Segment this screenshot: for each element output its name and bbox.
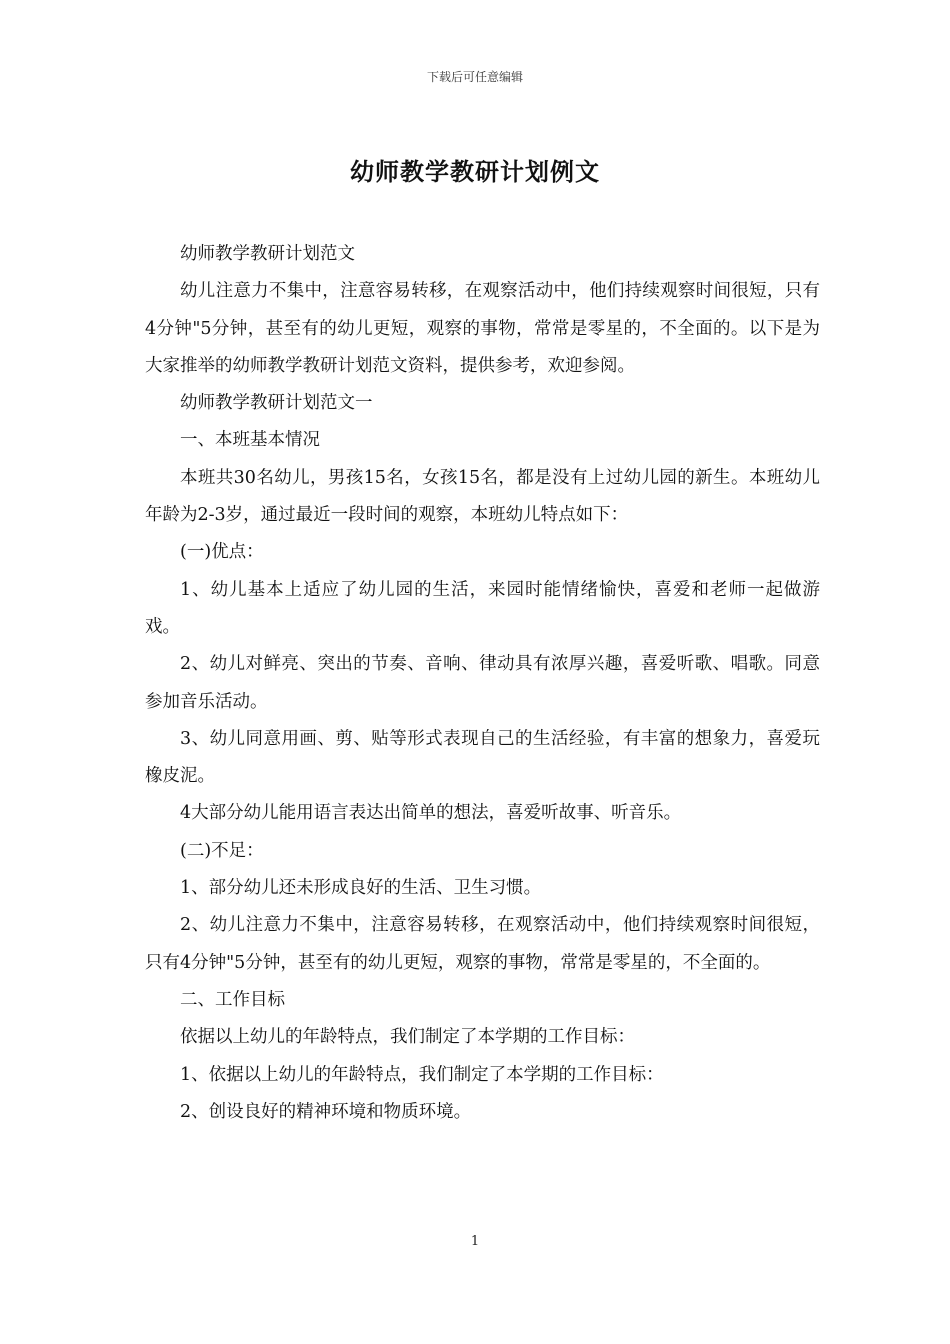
- paragraph: 1、幼儿基本上适应了幼儿园的生活，来园时能情绪愉快，喜爱和老师一起做游戏。: [145, 579, 820, 637]
- page-number: 1: [470, 1234, 480, 1249]
- paragraph: 幼师教学教研计划范文一: [180, 393, 373, 414]
- header-note: 下载后可任意编辑: [426, 70, 523, 84]
- document-title: 幼师教学教研计划例文: [350, 157, 600, 186]
- paragraph: 2、幼儿对鲜亮、突出的节奏、音响、律动具有浓厚兴趣，喜爱听歌、唱歌。同意参加音乐活动。: [145, 654, 820, 712]
- paragraph: 4大部分幼儿能用语言表达出简单的想法，喜爱听故事、听音乐。: [180, 803, 682, 824]
- paragraph: 二、工作目标: [180, 989, 285, 1010]
- paragraph: 一、本班基本情况: [180, 430, 320, 451]
- paragraph: (二)不足：: [180, 840, 264, 861]
- document-body: [145, 236, 820, 1131]
- paragraph: (一)优点：: [180, 542, 264, 563]
- paragraph: 本班共30名幼儿，男孩15名，女孩15名，都是没有上过幼儿园的新生。本班幼儿年龄为2-3岁，通过最近一段时间的观察，本班幼儿特点如下：: [145, 467, 820, 526]
- paragraph: 依据以上幼儿的年龄特点，我们制定了本学期的工作目标：: [180, 1027, 635, 1048]
- paragraph: 3、幼儿同意用画、剪、贴等形式表现自己的生活经验，有丰富的想象力，喜爱玩橡皮泥。: [145, 728, 820, 787]
- paragraph: 2、创设良好的精神环境和物质环境。: [180, 1101, 472, 1122]
- paragraph: 2、幼儿注意力不集中，注意容易转移，在观察活动中，他们持续观察时间很短，只有4分钟"5分钟，甚至有的幼儿更短，观察的事物，常常是零星的，不全面的。: [145, 915, 820, 973]
- paragraph: 1、依据以上幼儿的年龄特点，我们制定了本学期的工作目标：: [180, 1064, 664, 1085]
- paragraph: 1、部分幼儿还未形成良好的生活、卫生习惯。: [180, 878, 542, 899]
- paragraph: 幼师教学教研计划范文: [180, 244, 355, 264]
- paragraph: 幼儿注意力不集中，注意容易转移，在观察活动中，他们持续观察时间很短，只有4分钟"5分钟，甚至有的幼儿更短，观察的事物，常常是零星的，不全面的。以下是为大家推举的幼师教学教研计划范文资料，提供参考，欢迎参阅。: [145, 281, 820, 376]
